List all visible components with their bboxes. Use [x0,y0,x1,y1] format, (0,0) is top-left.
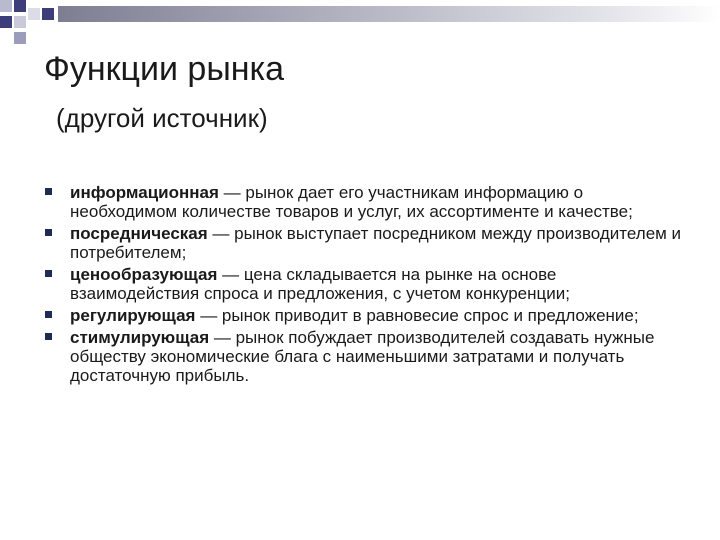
item-text: — цена складывается на рынке на основе взаимодействия спроса и предложения, с учетом конкуренции; [70,265,570,303]
decor-square [14,16,26,28]
square-bullet-icon [45,311,52,318]
decor-square [42,8,54,20]
decor-square [28,8,40,20]
decor-square [14,0,26,12]
decor-gradient-bar [58,6,720,22]
decor-square [0,16,12,28]
item-text: — рынок приводит в равновесие спрос и предложение; [195,306,639,325]
decor-square [0,0,12,12]
square-bullet-icon [45,333,52,340]
item-term: ценообразующая [70,265,218,284]
functions-list [44,183,684,388]
slide-title: Функции рынка [44,50,285,88]
square-bullet-icon [45,229,52,236]
square-bullet-icon [45,270,52,277]
slide-subtitle: (другой источник) [56,103,268,133]
list-item-stimulating [44,328,684,385]
list-item-intermediary [44,224,684,262]
list-item-regulating [44,306,684,325]
item-text: — рынок побуждает производителей создавать нужные обществу экономические блага с наименьшими затратами и получать достаточную прибыль. [70,328,655,385]
list-item-pricing [44,265,684,303]
item-term: посредническая [70,224,208,243]
item-term: стимулирующая [70,328,210,347]
item-text: — рынок дает его участникам информацию о необходимом количестве товаров и услуг, их ассортименте и качестве; [70,183,633,221]
square-bullet-icon [45,188,52,195]
decor-square [14,32,26,44]
item-text: — рынок выступает посредником между производителем и потребителем; [70,224,682,262]
item-term: информационная [70,183,219,202]
list-item-informational [44,183,684,221]
item-term: регулирующая [70,306,196,325]
